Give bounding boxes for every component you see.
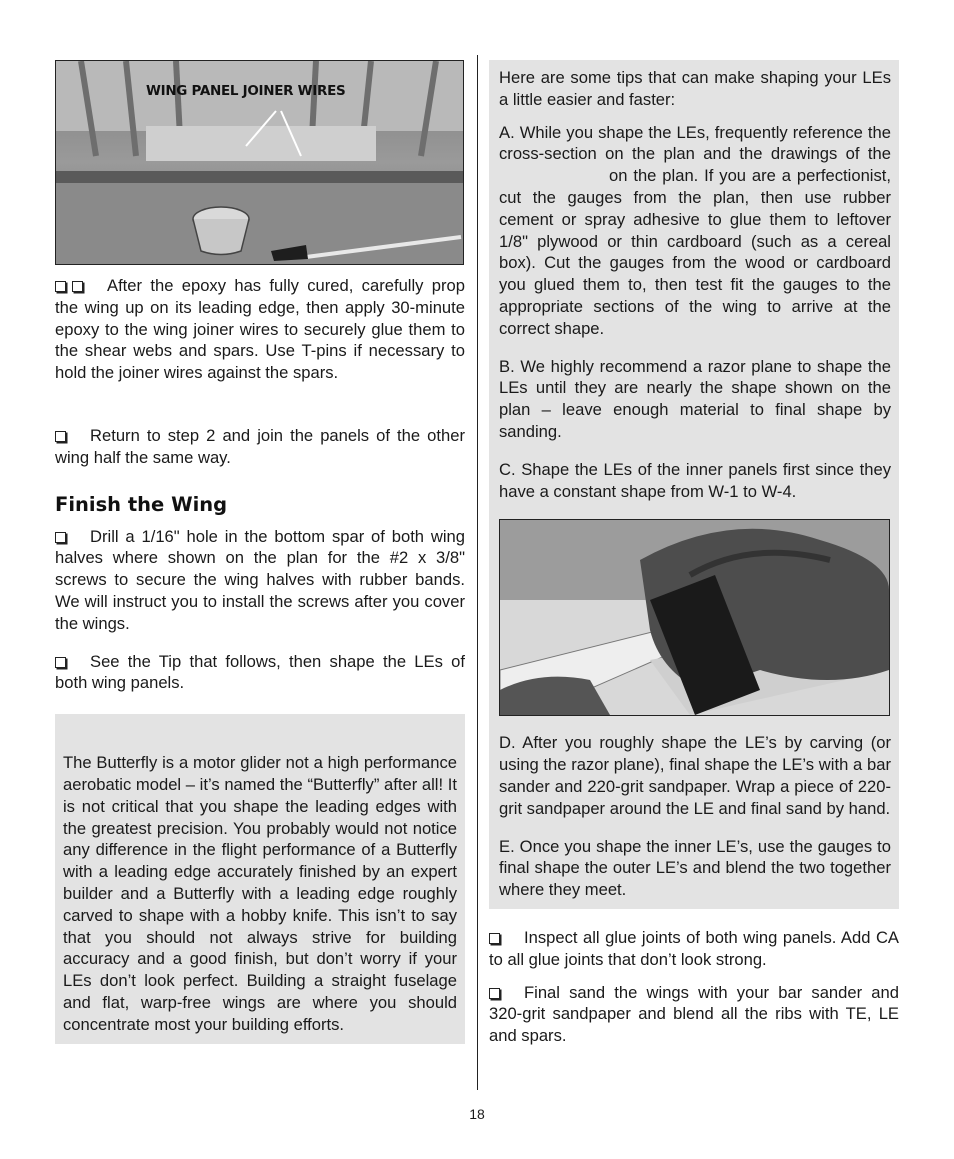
sanding-photo-image [500, 520, 889, 715]
step-inspect-text: Inspect all glue joints of both wing panels. Add CA to all glue joints that don’t look strong. [489, 927, 899, 969]
tips-intro: Here are some tips that can make shaping your LEs a little easier and faster: [499, 68, 891, 109]
step-return-text: Return to step 2 and join the panels of the other wing half the same way. [55, 425, 465, 467]
tip-a-part2: on the plan. If you are a perfectionist, cut the gauges from the plan, then use rubber cement or spray adhesive to glue them to leftover 1/8" plywood or thin cardboard (such as a cereal box). Cut the gauges from the wood or cardboard you glued them to, then test fit the gauges to the appropriate sections of the wing to arrive at the correct shape. [499, 166, 891, 338]
checkbox-icon[interactable] [489, 933, 500, 944]
sanding-photo [499, 519, 890, 716]
section-heading: Finish the Wing [55, 492, 228, 516]
tip-b: B. We highly recommend a razor plane to shape the LEs until they are nearly the shape shown on the plan – leave enough material to final shape by sanding. [499, 356, 891, 441]
page-number: 18 [469, 1106, 485, 1122]
step-drill-text: Drill a 1/16" hole in the bottom spar of both wing halves where shown on the plan for the #2 x 3/8" screws to secure the wing halves with rubber bands. We will instruct you to install the screws after you cover the wings. [55, 526, 465, 633]
checkbox-icon[interactable] [55, 532, 66, 543]
step-return [55, 425, 465, 469]
step-epoxy-joiner-wires [55, 275, 465, 384]
tip-a-part1: A. While you shape the LEs, frequently reference the cross-section on the plan and the drawings of the [499, 122, 891, 164]
checkbox-icon[interactable] [489, 988, 500, 999]
photo-caption: WING PANEL JOINER WIRES [146, 83, 346, 99]
step-see-tip-text: See the Tip that follows, then shape the LEs of both wing panels. [55, 651, 465, 693]
step-see-tip [55, 651, 465, 695]
tip-d: D. After you roughly shape the LE’s by carving (or using the razor plane), final shape the LE’s with a bar sander and 220-grit sandpaper. Wrap a piece of 220-grit sandpaper around the LE and final sand by hand. [499, 733, 891, 818]
column-divider [477, 55, 478, 1090]
step-final-sand [489, 982, 899, 1047]
wing-joiner-photo [55, 60, 464, 265]
checkbox-icon[interactable] [55, 657, 66, 668]
checkbox-icon[interactable] [55, 281, 66, 292]
tip-c: C. Shape the LEs of the inner panels first since they have a constant shape from W-1 to W-4. [499, 459, 891, 501]
tip-e: E. Once you shape the inner LE’s, use the gauges to final shape the outer LE’s and blend the two together where they meet. [499, 836, 891, 900]
right-column [489, 60, 899, 1047]
step-epoxy-text: After the epoxy has fully cured, carefully prop the wing up on its leading edge, then apply 30-minute epoxy to the wing joiner wires to securely glue them to the shear webs and spars. Use T-pins if necessary to hold the joiner wires against the spars. [55, 276, 465, 383]
tip-a [499, 122, 891, 340]
left-column [55, 60, 465, 1044]
step-drill [55, 526, 465, 635]
shaping-tips-box [489, 60, 899, 909]
tip-box-text: The Butterfly is a motor glider not a high performance aerobatic model – it’s named the “Butterfly” after all! It is not critical that you shape the leading edges with the greatest precision. You probably would not notice any difference in the flight performance of a Butterfly with a leading edge accurately finished by an expert builder and a Butterfly with a leading edge roughly carved to shape with a hobby knife. This isn’t to say that you should not always strive for building accuracy and a good finish, but don’t worry if your LEs don’t look perfect. Building a straight fuselage and flat, warp-free wings are where you should concentrate most your building efforts. [63, 753, 457, 1034]
tip-box [55, 714, 465, 1043]
step-final-sand-text: Final sand the wings with your bar sander and 320-grit sandpaper and blend all the ribs with TE, LE and spars. [489, 982, 899, 1046]
checkbox-icon[interactable] [72, 281, 83, 292]
checkbox-icon[interactable] [55, 431, 66, 442]
step-inspect [489, 927, 899, 971]
